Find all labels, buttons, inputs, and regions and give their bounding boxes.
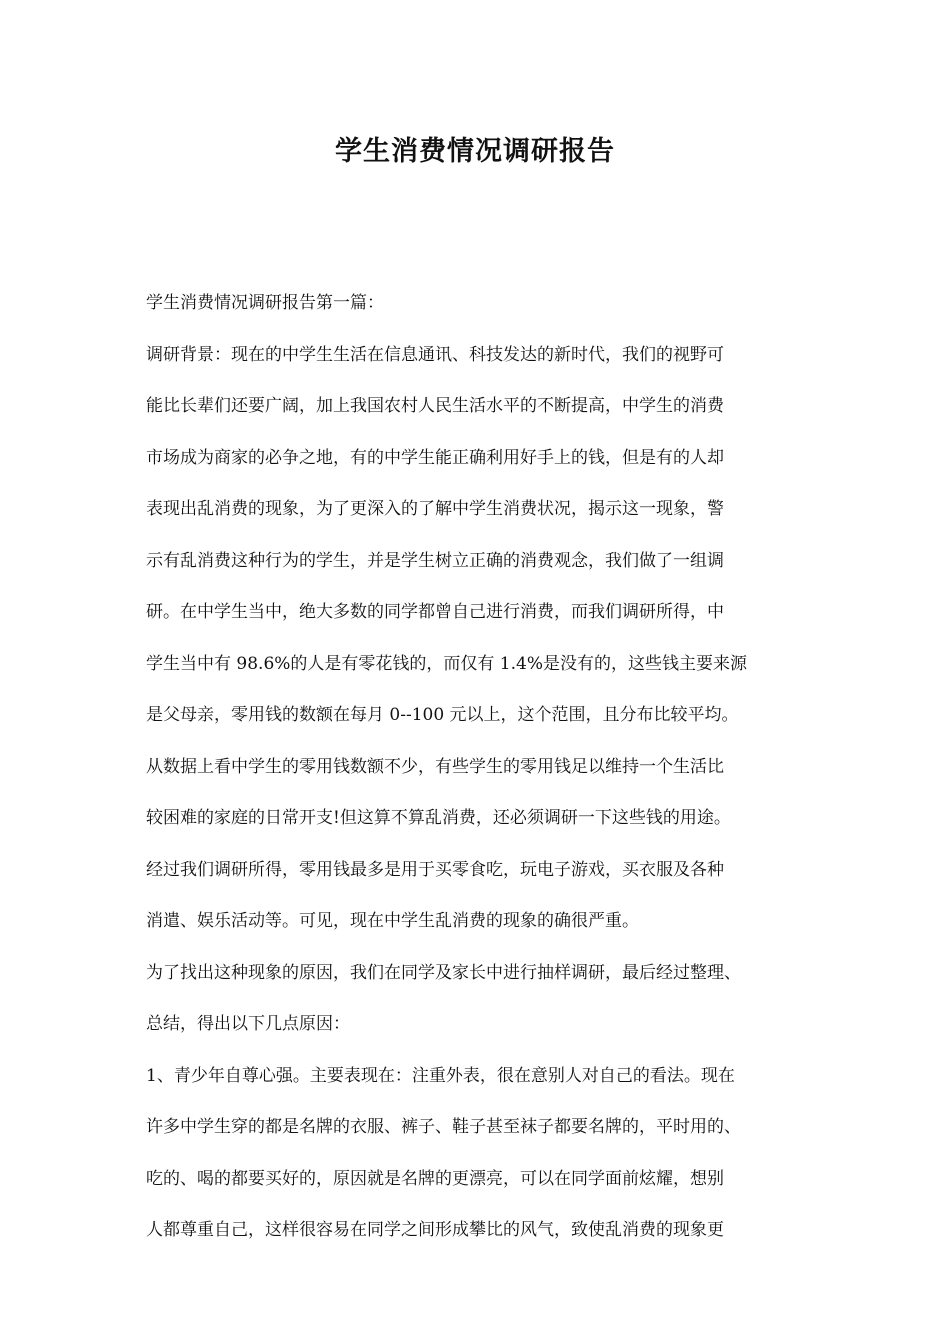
text-line: 1、青少年自尊心强。主要表现在：注重外表，很在意别人对自己的看法。现在 <box>146 1065 735 1086</box>
text-line: 吃的、喝的都要买好的，原因就是名牌的更漂亮，可以在同学面前炫耀，想别 <box>146 1168 724 1189</box>
text-line: 研。在中学生当中，绝大多数的同学都曾自己进行消费，而我们调研所得，中 <box>146 602 724 622</box>
text-line: 学生消费情况调研报告第一篇： <box>146 293 384 313</box>
text-line: 表现出乱消费的现象，为了更深入的了解中学生消费状况，揭示这一现象，警 <box>146 499 724 519</box>
text-line: 较困难的家庭的日常开支!但这算不算乱消费，还必须调研一下这些钱的用途。 <box>146 808 731 828</box>
text-line: 是父母亲，零用钱的数额在每月 0--100 元以上，这个范围，且分布比较平均。 <box>146 705 739 725</box>
text-line: 总结，得出以下几点原因： <box>146 1014 350 1034</box>
text-line: 许多中学生穿的都是名牌的衣服、裤子、鞋子甚至袜子都要名牌的，平时用的、 <box>146 1117 741 1137</box>
text-line: 示有乱消费这种行为的学生，并是学生树立正确的消费观念，我们做了一组调 <box>146 550 724 571</box>
text-line: 调研背景：现在的中学生生活在信息通讯、科技发达的新时代，我们的视野可 <box>146 344 724 365</box>
text-line: 消遣、娱乐活动等。可见，现在中学生乱消费的现象的确很严重。 <box>146 911 639 931</box>
text-line: 为了找出这种现象的原因，我们在同学及家长中进行抽样调研，最后经过整理、 <box>146 962 741 983</box>
document-title: 学生消费情况调研报告 <box>335 136 615 167</box>
text-line: 人都尊重自己，这样很容易在同学之间形成攀比的风气，致使乱消费的现象更 <box>146 1220 724 1240</box>
text-line: 经过我们调研所得，零用钱最多是用于买零食吃，玩电子游戏，买衣服及各种 <box>146 859 724 880</box>
text-line: 能比长辈们还要广阔，加上我国农村人民生活水平的不断提高，中学生的消费 <box>146 396 724 416</box>
text-line: 市场成为商家的必争之地，有的中学生能正确利用好手上的钱，但是有的人却 <box>146 447 724 468</box>
text-line: 从数据上看中学生的零用钱数额不少，有些学生的零用钱足以维持一个生活比 <box>146 756 724 777</box>
text-line: 学生当中有 98.6%的人是有零花钱的，而仅有 1.4%是没有的，这些钱主要来源 <box>146 653 748 674</box>
document-body <box>146 290 826 1269</box>
